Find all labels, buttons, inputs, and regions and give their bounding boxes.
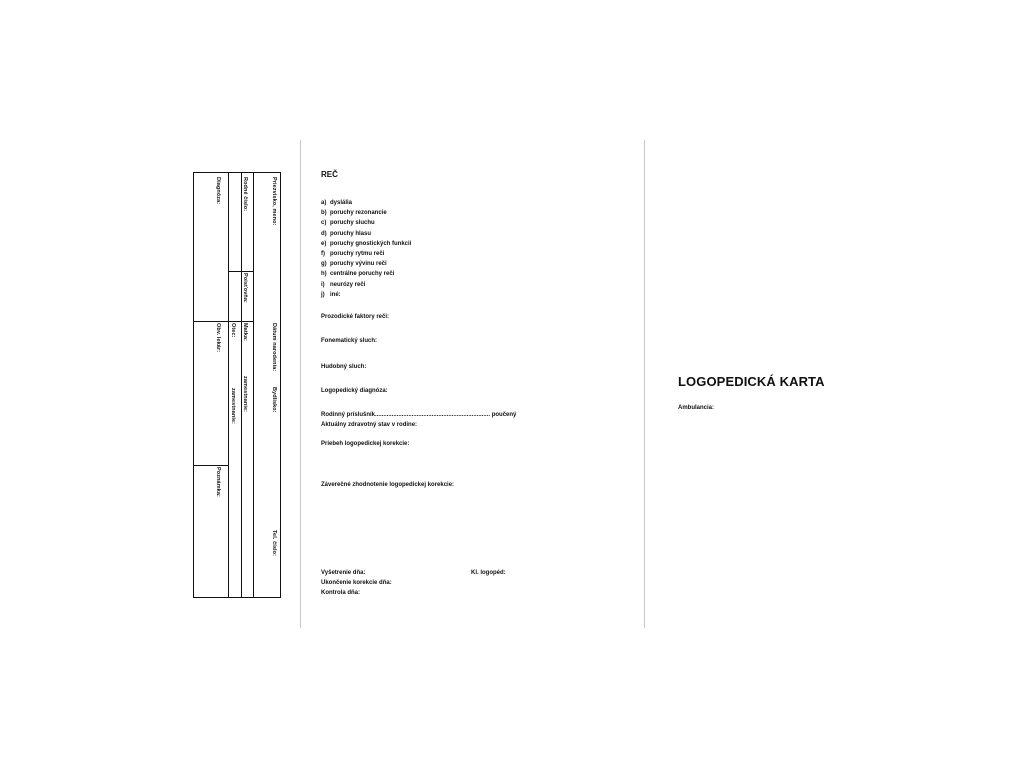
list-item: j) iné:: [321, 291, 341, 298]
list-item: c) poruchy sluchu: [321, 220, 375, 227]
field-control-date: Kontrola dňa:: [321, 590, 360, 596]
cell-phone: Tel. číslo:: [271, 530, 277, 557]
cell-birth-date: Dátum narodenia:: [271, 323, 277, 372]
table-divider: [228, 271, 253, 272]
field-exam-date: Vyšetrenie dňa:: [321, 570, 366, 576]
list-item: h) centrálne poruchy reči: [321, 271, 395, 278]
section-heading: REČ: [321, 170, 338, 179]
field-end-date: Ukončenie korekcie dňa:: [321, 580, 392, 586]
field-final: Záverečné zhodnotenie logopedickej korekcie:: [321, 482, 455, 488]
table-divider: [194, 465, 228, 466]
list-item: g) poruchy vývinu reči: [321, 261, 387, 268]
field-phonemic: Fonematický sluch:: [321, 338, 378, 344]
fold-line-left: [300, 140, 301, 628]
cover-ambulance-label: Ambulancia:: [678, 405, 715, 411]
speech-disorder-list: [321, 198, 411, 300]
cell-doctor: Obv. lekár:: [215, 323, 221, 353]
cell-name: Priezvisko, meno:: [271, 177, 277, 226]
fold-line-right: [644, 140, 645, 628]
field-musical: Hudobný sluch:: [321, 364, 367, 370]
cell-mother: Matka:: [242, 323, 248, 342]
list-item: a) dyslália: [321, 200, 353, 206]
cell-diagnosis: Diagnóza:: [215, 177, 221, 205]
cell-note: Poznámka:: [215, 467, 221, 497]
field-health: Aktuálny zdravotný stav v rodine:: [321, 422, 418, 428]
list-item: b) poruchy rezonancie: [321, 210, 387, 217]
cell-mother-job: zamestnanie:: [242, 376, 248, 413]
list-item: f) poruchy rytmu reči: [321, 250, 385, 257]
field-course: Priebeh logopedickej korekcie:: [321, 441, 410, 447]
field-relative: Rodinný príslušník..................................................................... poučený: [321, 412, 517, 418]
field-prosodic: Prozodické faktory reči:: [321, 314, 390, 320]
list-item: e) poruchy gnostických funkcií: [321, 240, 412, 247]
cell-insurance: Poisťovňa:: [242, 273, 248, 303]
list-item: i) neurózy reči: [321, 281, 366, 288]
table-divider: [228, 173, 229, 597]
table-divider: [194, 321, 253, 322]
list-item: d) poruchy hlasu: [321, 230, 372, 237]
cover-title: LOGOPEDICKÁ KARTA: [678, 374, 825, 389]
cell-birth-number: Rodné číslo:: [242, 177, 248, 212]
patient-info-table: [193, 172, 281, 598]
field-diagnosis: Logopedický diagnóza:: [321, 388, 388, 394]
field-logoped: Kl. logopéd:: [471, 570, 506, 576]
table-divider: [253, 173, 254, 597]
cell-father-job: zamestnanie:: [230, 388, 236, 425]
cell-address: Bydlisko:: [271, 387, 277, 413]
cell-father: Otec:: [230, 323, 236, 338]
